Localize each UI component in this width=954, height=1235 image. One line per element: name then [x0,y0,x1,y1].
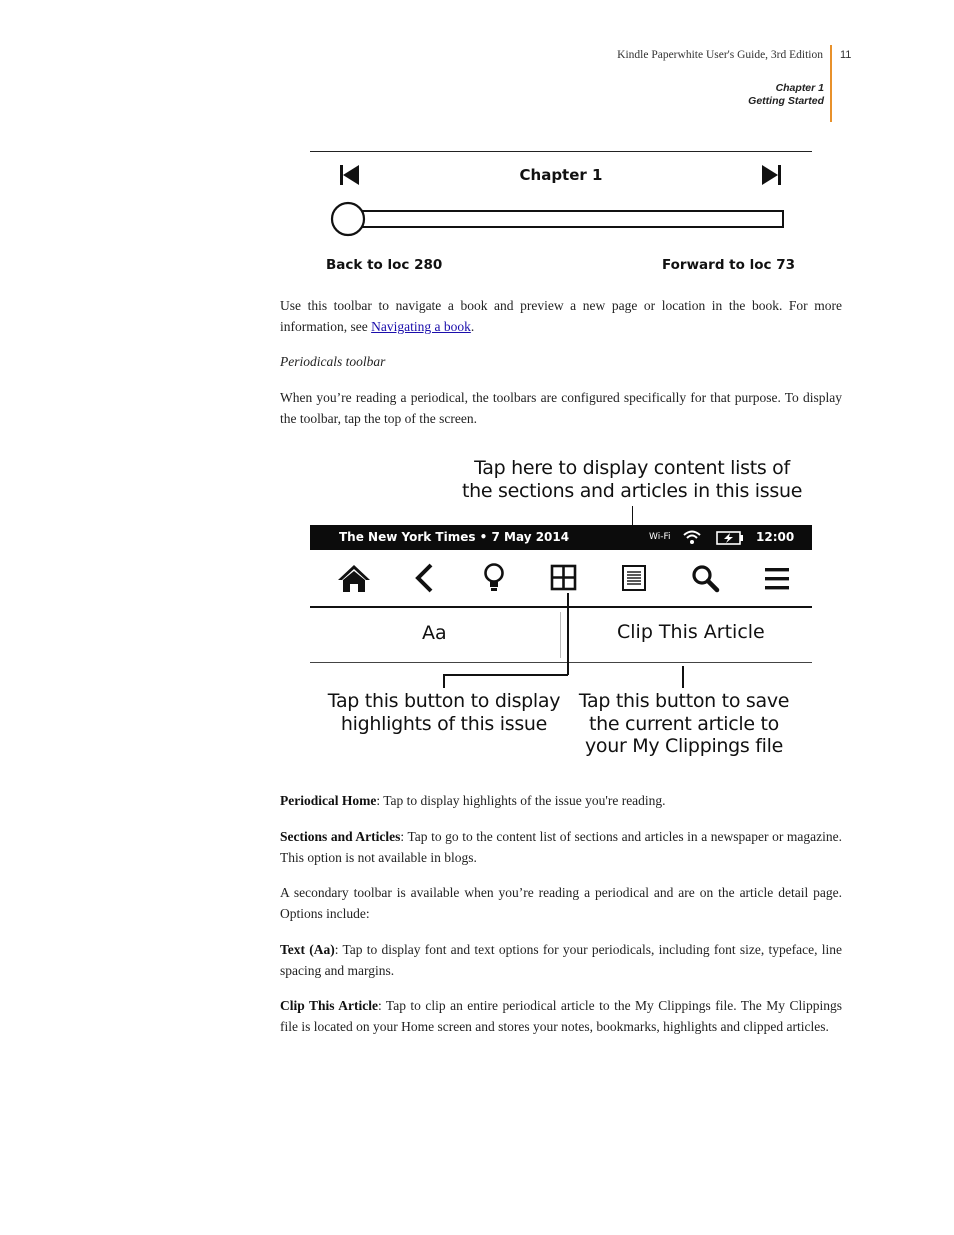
periodical-home-icon[interactable] [550,563,578,593]
highlights-callout-line1: Tap this button to display [327,690,561,712]
back-to-location-label: Back to loc 280 [326,257,443,273]
menu-icon[interactable] [763,565,791,593]
navigation-description-text: Use this toolbar to navigate a book and preview a new page or location in the book. For more information, see [280,298,842,334]
battery-icon [716,531,744,545]
wifi-icon [682,529,702,545]
figure1-top-rule [310,151,812,152]
search-icon[interactable] [690,563,720,593]
secondary-toolbar-separator [560,612,561,658]
wifi-label: Wi-Fi [649,532,671,542]
forward-to-location-label: Forward to loc 73 [661,257,795,273]
status-bar [310,525,812,550]
definition-term: Sections and Articles [280,829,401,844]
definition-text: : Tap to go to the content list of sections and articles in a newspaper or magazine. This option is not available in blogs. [280,829,842,865]
chapter-name: Getting Started [748,95,824,107]
navigation-description [280,296,842,337]
periodical-title: The New York Times • 7 May 2014 [339,530,570,544]
header-divider [830,45,832,122]
clip-callout-line1: Tap this button to save [578,690,790,712]
home-icon[interactable] [336,563,372,593]
definition-term: Periodical Home [280,793,377,808]
highlights-callout-drop [443,674,445,688]
definition-text: : Tap to display font and text options for your periodicals, including font size, typeface, line spacing and margins. [280,942,843,978]
periodicals-description: When you’re reading a periodical, the toolbars are configured specifically for that purpose. To display the toolbar, tap the top of the screen. [280,390,842,426]
chapter-heading [748,82,824,108]
sections-callout-line2: the sections and articles in this issue [462,479,803,502]
document-title: Kindle Paperwhite User's Guide, 3rd Edition [617,49,823,61]
definition-text: : Tap to display highlights of the issue you're reading. [376,793,666,808]
navigating-a-book-link[interactable]: Navigating a book [371,318,471,334]
navigation-description-tail: . [470,318,475,334]
chapter-label: Chapter 1 [775,82,824,94]
highlights-callout [320,690,568,735]
definition-term: Text (Aa) [280,942,335,957]
secondary-toolbar-description: A secondary toolbar is available when you’re reading a periodical and are on the article detail page. Options include: [280,885,842,921]
highlights-callout-pointer [567,593,569,675]
sections-callout-pointer [632,506,633,526]
clip-callout-line2: the current article to [589,712,779,735]
location-slider [328,199,788,239]
text-aa-definition [280,940,842,981]
periodical-home-definition [280,791,842,812]
sections-callout-line1: Tap here to display content lists of [474,457,790,479]
secondary-toolbar-bottom-rule [310,662,812,663]
sections-articles-definition [280,827,842,868]
clip-callout-line3: your My Clippings file [584,735,784,757]
clock: 12:00 [756,530,795,544]
toolbar-divider [310,606,812,608]
next-chapter-icon [760,164,784,186]
page-number: 11 [840,49,852,61]
highlights-callout-connector [443,674,568,676]
sections-callout [462,457,802,502]
definition-term: Clip This Article [280,998,378,1013]
highlights-callout-line2: highlights of this issue [340,712,548,735]
back-icon[interactable] [412,562,438,594]
clip-this-article-button[interactable]: Clip This Article [617,621,765,643]
text-aa-button[interactable]: Aa [422,622,447,644]
periodicals-toolbar-heading: Periodicals toolbar [280,354,386,369]
definition-text: : Tap to clip an entire periodical article to the My Clippings file. The My Clippings file is located on your Home screen and stores your notes, bookmarks, highlights and clipped articles. [280,998,842,1034]
clip-callout [570,690,798,758]
chapter-title: Chapter 1 [519,166,603,184]
lightbulb-icon[interactable] [480,562,508,594]
clip-callout-pointer [682,666,684,688]
clip-this-article-definition [280,996,842,1037]
sections-articles-icon[interactable] [620,563,648,593]
